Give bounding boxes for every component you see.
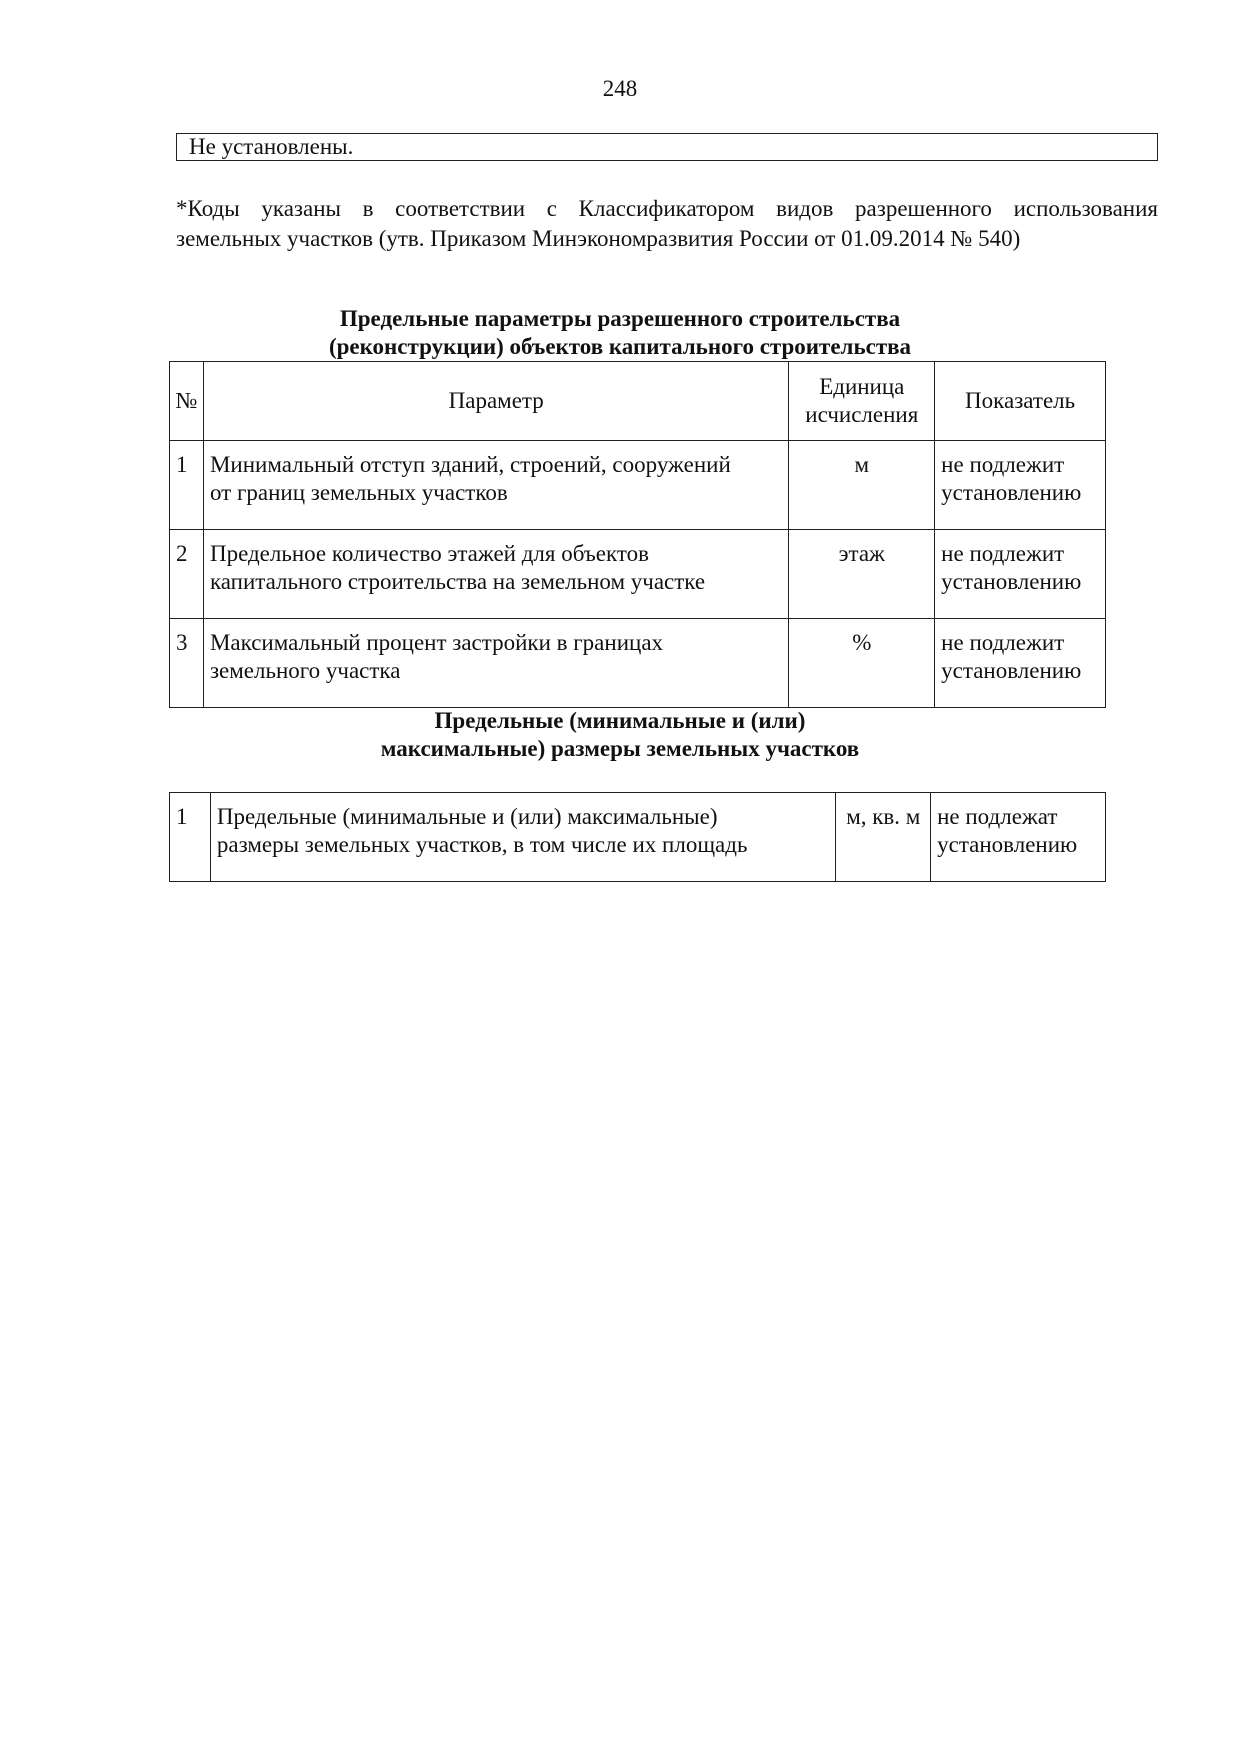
row-unit: % [789,619,935,708]
row-value-line-2: установлению [941,569,1082,594]
table-row [170,441,1106,530]
table-row [170,530,1106,619]
row-value-line-1: не подлежит [941,541,1065,566]
row-parameter-line-1: Максимальный процент застройки в границах [209,630,664,655]
header-parameter: Параметр [203,362,788,441]
row-value-line-2: установлению [937,832,1078,857]
row-value [935,441,1106,530]
footnote [176,194,1158,254]
land-plot-sizes-table [169,792,1106,882]
row-parameter [210,793,836,882]
row-number: 2 [170,530,204,619]
row-parameter [203,530,788,619]
row-value [931,793,1106,882]
row-unit: м [789,441,935,530]
header-unit-line-2: исчисления [805,402,919,427]
section1-title [0,305,1240,361]
row-parameter-line-1: Предельные (минимальные и (или) максимальные) [216,804,718,829]
row-parameter-line-1: Минимальный отступ зданий, строений, сооружений [209,452,731,477]
row-parameter-line-2: от границ земельных участков [209,480,508,505]
row-value [935,530,1106,619]
table-row [170,793,1106,882]
row-value-line-2: установлению [941,658,1082,683]
row-unit: этаж [789,530,935,619]
row-parameter-line-1: Предельное количество этажей для объектов [209,541,649,566]
section2-title-line-2: максимальные) размеры земельных участков [380,736,860,761]
table-header-row [170,362,1106,441]
header-number: № [170,362,204,441]
row-value [935,619,1106,708]
row-parameter-line-2: размеры земельных участков, в том числе их площадь [216,832,748,857]
footnote-line-2: земельных участков (утв. Приказом Минэкономразвития России от 01.09.2014 № 540) [176,226,1021,251]
row-value-line-1: не подлежат [937,804,1058,829]
row-value-line-1: не подлежит [941,630,1065,655]
row-unit: м, кв. м [836,793,931,882]
footnote-line-1: *Коды указаны в соответствии с Классификатором видов разрешенного использования [176,196,1158,221]
building-parameters-table [169,361,1106,708]
row-value-line-1: не подлежит [941,452,1065,477]
row-parameter-line-2: капитального строительства на земельном участке [209,569,706,594]
section1-title-line-2: (реконструкции) объектов капитального строительства [328,334,912,359]
section2-title-line-1: Предельные (минимальные и (или) [434,708,806,733]
header-unit [789,362,935,441]
row-parameter [203,619,788,708]
header-unit-line-1: Единица [819,374,905,399]
header-value: Показатель [935,362,1106,441]
row-number: 1 [170,793,211,882]
section1-title-line-1: Предельные параметры разрешенного строительства [339,306,901,331]
row-number: 3 [170,619,204,708]
row-parameter-line-2: земельного участка [209,658,401,683]
boxed-note: Не установлены. [176,133,1158,161]
section2-title [0,707,1240,763]
row-number: 1 [170,441,204,530]
row-value-line-2: установлению [941,480,1082,505]
row-parameter [203,441,788,530]
page-number: 248 [602,76,638,101]
table-row [170,619,1106,708]
